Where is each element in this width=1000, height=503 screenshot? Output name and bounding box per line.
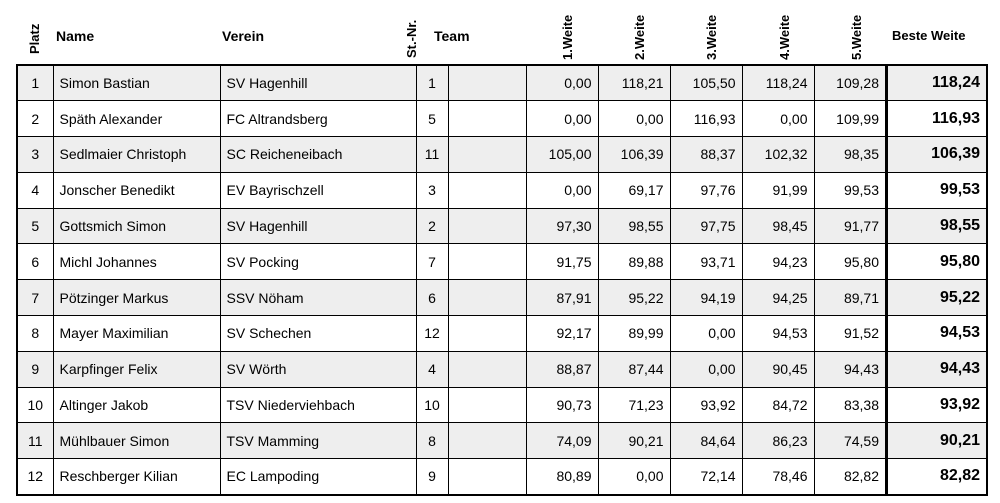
header-name: Name — [56, 28, 95, 44]
cell-verein: SSV Nöham — [220, 280, 416, 316]
cell-st-nr: 1 — [416, 65, 448, 101]
cell-platz: 1 — [17, 65, 53, 101]
cell-weite-2: 95,22 — [598, 280, 670, 316]
cell-platz: 4 — [17, 172, 53, 208]
cell-verein: TSV Niederviehbach — [220, 387, 416, 423]
table-row — [17, 101, 886, 137]
best-row — [887, 244, 987, 280]
cell-team — [448, 65, 526, 101]
cell-weite-1: 0,00 — [526, 101, 598, 137]
header-team: Team — [434, 28, 470, 44]
cell-st-nr: 8 — [416, 423, 448, 459]
cell-name: Gottsmich Simon — [53, 208, 220, 244]
cell-verein: SV Pocking — [220, 244, 416, 280]
cell-name: Jonscher Benedikt — [53, 172, 220, 208]
table-row — [17, 351, 886, 387]
header-weite-3: 3.Weite — [704, 14, 719, 60]
cell-weite-1: 97,30 — [526, 208, 598, 244]
cell-name: Mühlbauer Simon — [53, 423, 220, 459]
cell-beste-weite: 99,53 — [887, 172, 987, 208]
cell-team — [448, 208, 526, 244]
cell-weite-3: 116,93 — [670, 101, 742, 137]
cell-weite-1: 91,75 — [526, 244, 598, 280]
cell-st-nr: 11 — [416, 137, 448, 173]
header-beste-weite: Beste Weite — [892, 28, 966, 43]
header-weite-2: 2.Weite — [632, 14, 647, 60]
cell-weite-2: 87,44 — [598, 351, 670, 387]
cell-platz: 5 — [17, 208, 53, 244]
best-row — [887, 423, 987, 459]
table-row — [17, 280, 886, 316]
cell-weite-4: 91,99 — [742, 172, 814, 208]
cell-weite-2: 89,88 — [598, 244, 670, 280]
cell-team — [448, 172, 526, 208]
cell-team — [448, 423, 526, 459]
cell-weite-4: 98,45 — [742, 208, 814, 244]
table-row — [17, 423, 886, 459]
cell-beste-weite: 106,39 — [887, 137, 987, 173]
header-platz: Platz — [27, 23, 42, 54]
cell-verein: SV Hagenhill — [220, 208, 416, 244]
cell-weite-3: 72,14 — [670, 459, 742, 495]
cell-weite-4: 78,46 — [742, 459, 814, 495]
cell-weite-1: 0,00 — [526, 172, 598, 208]
table-row — [17, 137, 886, 173]
cell-weite-4: 118,24 — [742, 65, 814, 101]
header-verein: Verein — [222, 28, 265, 44]
best-row — [887, 459, 987, 495]
cell-beste-weite: 95,80 — [887, 244, 987, 280]
cell-st-nr: 9 — [416, 459, 448, 495]
cell-name: Sedlmaier Christoph — [53, 137, 220, 173]
best-row — [887, 101, 987, 137]
cell-weite-2: 89,99 — [598, 316, 670, 352]
cell-platz: 3 — [17, 137, 53, 173]
table-row — [17, 172, 886, 208]
table-row — [17, 208, 886, 244]
cell-beste-weite: 94,53 — [887, 316, 987, 352]
cell-weite-5: 83,38 — [814, 387, 886, 423]
best-distance-table — [886, 64, 988, 496]
cell-beste-weite: 94,43 — [887, 351, 987, 387]
cell-weite-4: 94,53 — [742, 316, 814, 352]
header-weite-5: 5.Weite — [849, 14, 864, 60]
cell-weite-4: 90,45 — [742, 351, 814, 387]
cell-platz: 2 — [17, 101, 53, 137]
cell-weite-4: 94,23 — [742, 244, 814, 280]
cell-weite-1: 105,00 — [526, 137, 598, 173]
cell-weite-1: 87,91 — [526, 280, 598, 316]
cell-platz: 11 — [17, 423, 53, 459]
cell-platz: 8 — [17, 316, 53, 352]
cell-st-nr: 12 — [416, 316, 448, 352]
cell-st-nr: 3 — [416, 172, 448, 208]
table-row — [17, 316, 886, 352]
cell-weite-3: 84,64 — [670, 423, 742, 459]
best-row — [887, 172, 987, 208]
cell-weite-4: 86,23 — [742, 423, 814, 459]
cell-beste-weite: 90,21 — [887, 423, 987, 459]
cell-verein: EV Bayrischzell — [220, 172, 416, 208]
cell-name: Pötzinger Markus — [53, 280, 220, 316]
cell-weite-5: 91,77 — [814, 208, 886, 244]
cell-weite-4: 0,00 — [742, 101, 814, 137]
cell-st-nr: 2 — [416, 208, 448, 244]
cell-name: Michl Johannes — [53, 244, 220, 280]
cell-weite-5: 89,71 — [814, 280, 886, 316]
cell-weite-5: 95,80 — [814, 244, 886, 280]
cell-platz: 9 — [17, 351, 53, 387]
cell-weite-3: 97,76 — [670, 172, 742, 208]
cell-weite-4: 94,25 — [742, 280, 814, 316]
cell-platz: 12 — [17, 459, 53, 495]
cell-weite-3: 105,50 — [670, 65, 742, 101]
table-row — [17, 459, 886, 495]
cell-verein: SV Hagenhill — [220, 65, 416, 101]
cell-weite-2: 90,21 — [598, 423, 670, 459]
cell-weite-4: 84,72 — [742, 387, 814, 423]
best-row — [887, 387, 987, 423]
cell-weite-3: 88,37 — [670, 137, 742, 173]
cell-team — [448, 244, 526, 280]
best-row — [887, 316, 987, 352]
cell-weite-5: 109,28 — [814, 65, 886, 101]
best-row — [887, 280, 987, 316]
table-row — [17, 65, 886, 101]
cell-team — [448, 387, 526, 423]
cell-beste-weite: 95,22 — [887, 280, 987, 316]
cell-weite-5: 94,43 — [814, 351, 886, 387]
cell-beste-weite: 82,82 — [887, 459, 987, 495]
cell-weite-5: 99,53 — [814, 172, 886, 208]
cell-weite-2: 69,17 — [598, 172, 670, 208]
cell-st-nr: 6 — [416, 280, 448, 316]
cell-platz: 7 — [17, 280, 53, 316]
cell-weite-3: 0,00 — [670, 351, 742, 387]
table-row — [17, 387, 886, 423]
cell-name: Mayer Maximilian — [53, 316, 220, 352]
cell-st-nr: 7 — [416, 244, 448, 280]
cell-weite-5: 91,52 — [814, 316, 886, 352]
cell-verein: SV Schechen — [220, 316, 416, 352]
cell-team — [448, 137, 526, 173]
cell-weite-1: 80,89 — [526, 459, 598, 495]
cell-platz: 6 — [17, 244, 53, 280]
cell-platz: 10 — [17, 387, 53, 423]
cell-verein: FC Altrandsberg — [220, 101, 416, 137]
cell-weite-2: 118,21 — [598, 65, 670, 101]
cell-weite-2: 106,39 — [598, 137, 670, 173]
cell-verein: SC Reicheneibach — [220, 137, 416, 173]
cell-weite-5: 82,82 — [814, 459, 886, 495]
best-row — [887, 208, 987, 244]
cell-weite-3: 93,92 — [670, 387, 742, 423]
header-st-nr: St.-Nr. — [404, 19, 419, 58]
cell-beste-weite: 98,55 — [887, 208, 987, 244]
cell-name: Altinger Jakob — [53, 387, 220, 423]
cell-team — [448, 351, 526, 387]
cell-verein: SV Wörth — [220, 351, 416, 387]
results-table — [16, 64, 887, 496]
cell-name: Karpfinger Felix — [53, 351, 220, 387]
header-weite-1: 1.Weite — [560, 14, 575, 60]
cell-weite-1: 90,73 — [526, 387, 598, 423]
cell-name: Reschberger Kilian — [53, 459, 220, 495]
cell-st-nr: 5 — [416, 101, 448, 137]
header-weite-4: 4.Weite — [777, 14, 792, 60]
cell-team — [448, 459, 526, 495]
cell-weite-4: 102,32 — [742, 137, 814, 173]
cell-weite-1: 88,87 — [526, 351, 598, 387]
cell-weite-3: 94,19 — [670, 280, 742, 316]
cell-weite-3: 97,75 — [670, 208, 742, 244]
cell-beste-weite: 93,92 — [887, 387, 987, 423]
cell-beste-weite: 116,93 — [887, 101, 987, 137]
table-row — [17, 244, 886, 280]
cell-team — [448, 101, 526, 137]
cell-weite-5: 74,59 — [814, 423, 886, 459]
cell-weite-5: 109,99 — [814, 101, 886, 137]
cell-verein: EC Lampoding — [220, 459, 416, 495]
cell-weite-1: 92,17 — [526, 316, 598, 352]
best-row — [887, 65, 987, 101]
cell-weite-2: 71,23 — [598, 387, 670, 423]
cell-verein: TSV Mamming — [220, 423, 416, 459]
best-row — [887, 137, 987, 173]
best-row — [887, 351, 987, 387]
cell-weite-2: 0,00 — [598, 459, 670, 495]
cell-st-nr: 10 — [416, 387, 448, 423]
cell-weite-5: 98,35 — [814, 137, 886, 173]
cell-team — [448, 316, 526, 352]
cell-weite-2: 0,00 — [598, 101, 670, 137]
cell-weite-3: 0,00 — [670, 316, 742, 352]
cell-name: Simon Bastian — [53, 65, 220, 101]
cell-name: Späth Alexander — [53, 101, 220, 137]
cell-beste-weite: 118,24 — [887, 65, 987, 101]
cell-weite-1: 0,00 — [526, 65, 598, 101]
cell-weite-2: 98,55 — [598, 208, 670, 244]
cell-weite-1: 74,09 — [526, 423, 598, 459]
cell-weite-3: 93,71 — [670, 244, 742, 280]
cell-st-nr: 4 — [416, 351, 448, 387]
cell-team — [448, 280, 526, 316]
